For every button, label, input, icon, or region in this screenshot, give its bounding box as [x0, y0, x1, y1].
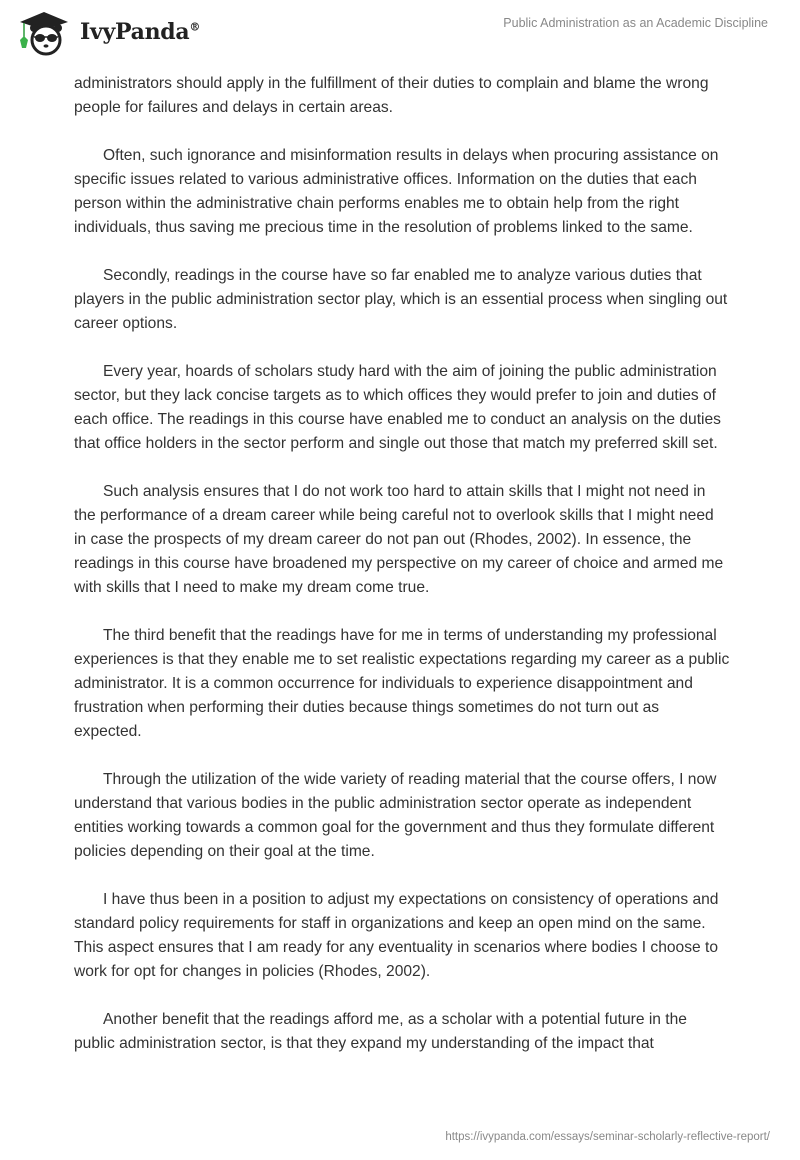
paragraph: I have thus been in a position to adjust my expectations on consistency of operations and standard policy requirements for staff in organizations and keep an open mind on the same. This aspect ensures that I am ready for any eventuality in scenarios where bodies I choose to work for opt for changes in policies (Rhodes, 2002). [74, 891, 719, 980]
paragraph: Another benefit that the readings afford me, as a scholar with a potential future in the public administration sector, is that they expand my understanding of the impact that [74, 1011, 687, 1052]
page-header [0, 0, 800, 60]
panda-graduate-icon [16, 8, 74, 56]
paragraph: Secondly, readings in the course have so far enabled me to analyze various duties that players in the public administration sector play, which is an essential process when singling out career options. [74, 267, 728, 332]
document-title: Public Administration as an Academic Discipline [503, 16, 768, 30]
essay-body [74, 72, 730, 1080]
paragraph: Every year, hoards of scholars study hard with the aim of joining the public administration sector, but they lack concise targets as to which offices they would prefer to join and duties of each office. The readings in this course have enabled me to conduct an analysis on the duties that office holders in the sector perform and single out those that match my preferred skill set. [74, 363, 721, 452]
ivypanda-logo[interactable] [16, 8, 200, 56]
paragraph: administrators should apply in the fulfillment of their duties to complain and blame the wrong people for failures and delays in certain areas. [74, 75, 709, 116]
paragraph: Often, such ignorance and misinformation results in delays when procuring assistance on specific issues related to various administrative offices. Information on the duties that each person within the administrative chain performs enables me to obtain help from the right individuals, thus saving me precious time in the resolution of problems linked to the same. [74, 147, 719, 236]
paragraph: The third benefit that the readings have for me in terms of understanding my professional experiences is that they enable me to set realistic expectations regarding my career as a public administrator. It is a common occurrence for individuals to experience disappointment and frustration when performing their duties because things sometimes do not turn out as expected. [74, 627, 730, 740]
source-url: https://ivypanda.com/essays/seminar-scholarly-reflective-report/ [445, 1131, 770, 1143]
logo-text: IvyPanda® [80, 19, 201, 45]
paragraph: Such analysis ensures that I do not work too hard to attain skills that I might not need in the performance of a dream career while being careful not to overlook skills that I might need in case the prospects of my dream career do not pan out (Rhodes, 2002). In essence, the readings in this course have broadened my perspective on my career of choice and armed me with skills that I need to make my dream come true. [74, 483, 724, 596]
paragraph: Through the utilization of the wide variety of reading material that the course offers, I now understand that various bodies in the public administration sector operate as independent entities working towards a common goal for the government and thus they formulate different policies depending on their goal at the time. [74, 771, 717, 860]
